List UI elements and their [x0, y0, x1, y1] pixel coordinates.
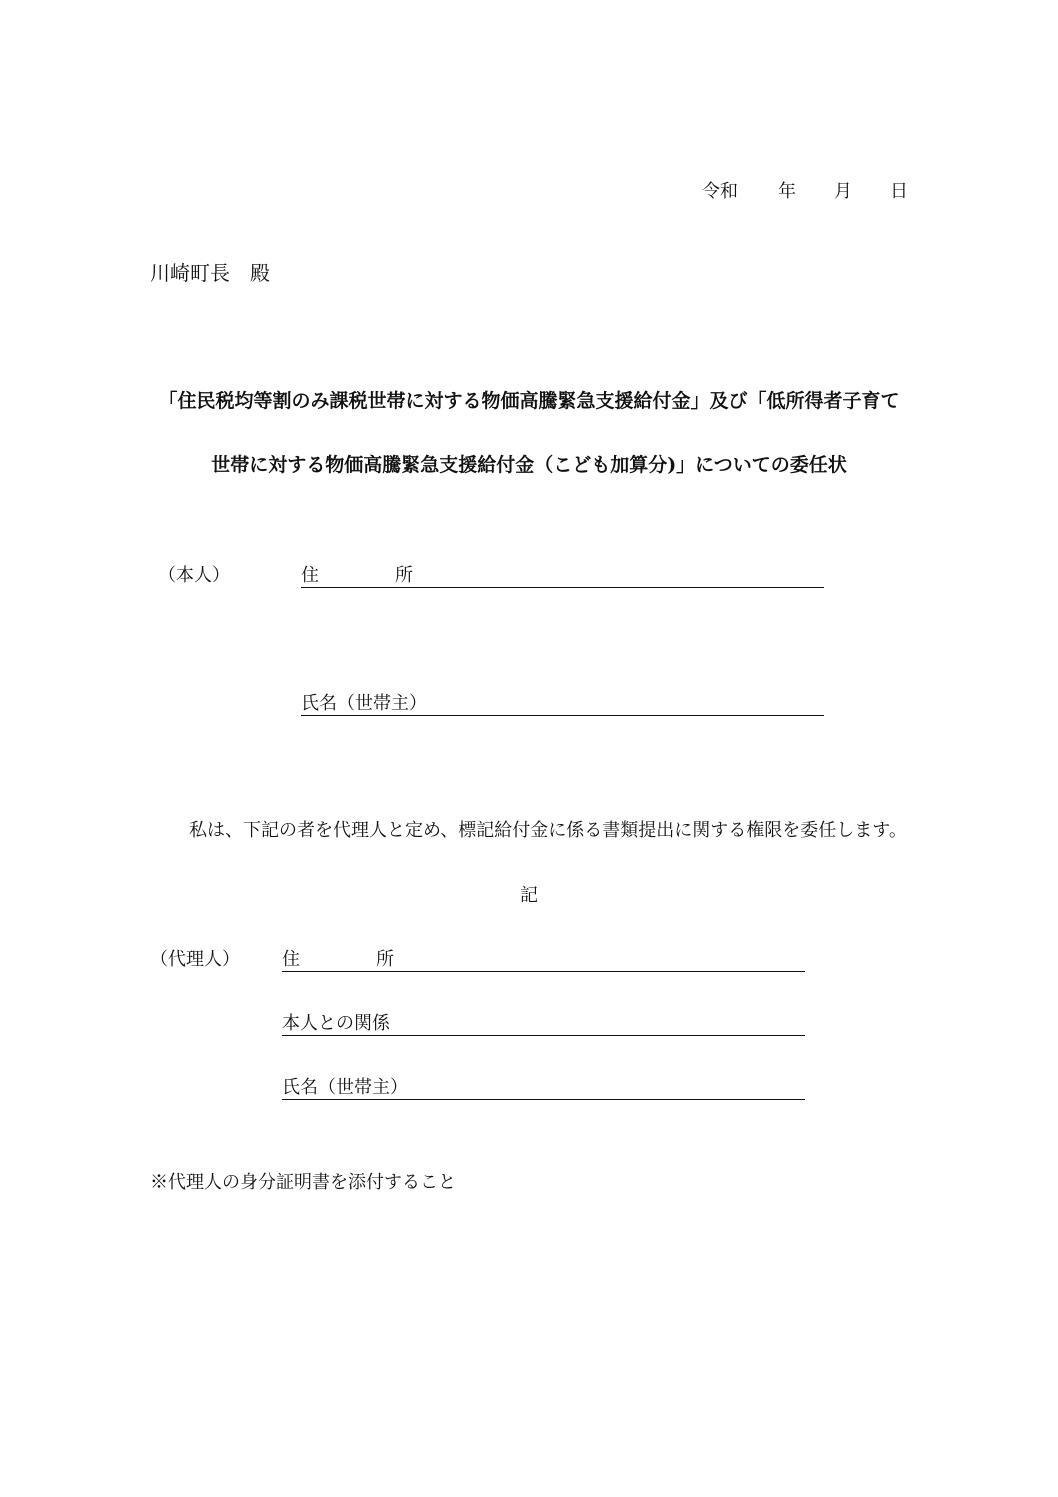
agent-role-label: （代理人） [150, 949, 240, 970]
date-year: 年 [778, 181, 796, 202]
delegation-statement: 私は、下記の者を代理人と定め、標記給付金に係る書類提出に関する権限を委任します。 [189, 820, 907, 841]
principal-name-label: 氏名（世帯主） [301, 693, 427, 714]
agent-relation-field[interactable] [282, 1013, 805, 1036]
principal-role-label: （本人） [158, 565, 230, 586]
principal-address-label-char-2: 所 [395, 565, 413, 586]
date-month: 月 [834, 181, 852, 202]
agent-address-label [282, 949, 394, 971]
agent-name-label: 氏名（世帯主） [282, 1077, 408, 1098]
date-row [702, 181, 908, 203]
document-title-line-1: 「住民税均等割のみ課税世帯に対する物価高騰緊急支援給付金」及び「低所得者子育て [158, 390, 900, 412]
principal-address-label-char-1: 住 [301, 565, 319, 586]
agent-name-field[interactable] [282, 1077, 805, 1100]
attachment-note: ※代理人の身分証明書を添付すること [150, 1172, 456, 1193]
date-era: 令和 [702, 181, 738, 202]
agent-relation-label: 本人との関係 [282, 1013, 390, 1034]
document-title-line-2: 世帯に対する物価高騰緊急支援給付金（こども加算分)」についての委任状 [211, 454, 847, 476]
agent-address-label-char-1: 住 [282, 949, 300, 970]
agent-address-field[interactable] [282, 949, 805, 972]
principal-address-label [301, 565, 413, 587]
addressee: 川崎町長 殿 [150, 261, 270, 285]
principal-address-field[interactable] [301, 565, 824, 588]
date-day: 日 [890, 181, 908, 202]
ki-heading: 記 [520, 885, 538, 906]
principal-name-field[interactable] [301, 693, 824, 716]
agent-address-label-char-2: 所 [376, 949, 394, 970]
